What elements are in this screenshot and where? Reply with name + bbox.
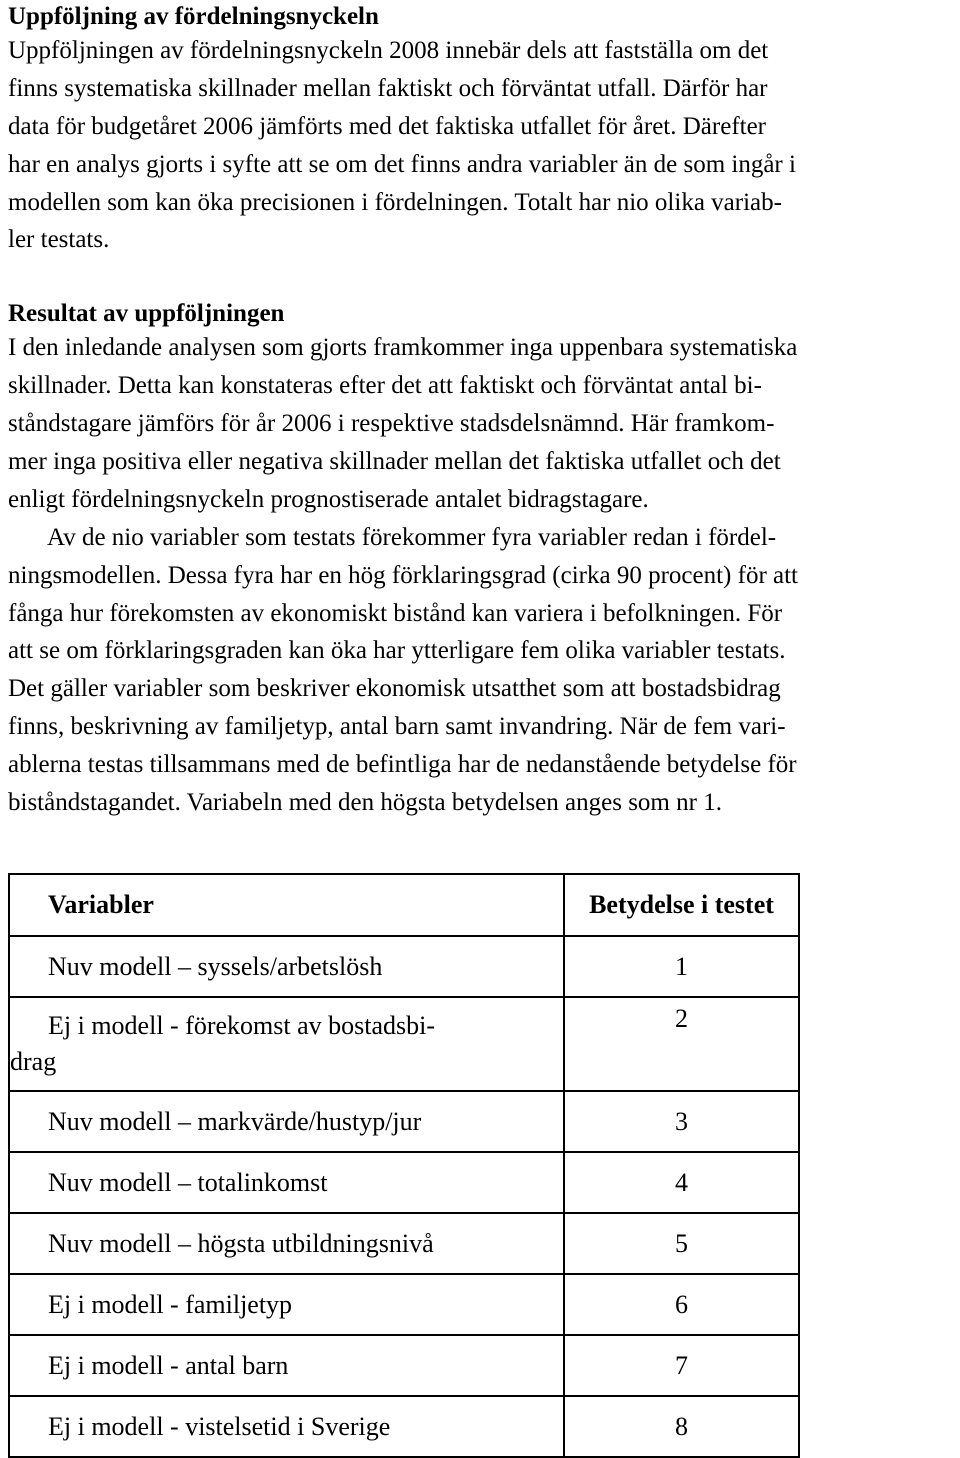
text-line: finns systematiska skillnader mellan faktiskt och förväntat utfall. Därför har <box>8 74 768 102</box>
rank-cell: 3 <box>564 1091 799 1152</box>
text-line: Uppföljningen av fördelningsnyckeln 2008 innebär dels att fastställa om det <box>8 37 769 64</box>
header-variabler: Variabler <box>9 874 564 936</box>
table-row <box>9 1213 799 1274</box>
rank-cell: 8 <box>564 1396 799 1457</box>
variable-text-line: Ej i modell - förekomst av bostadsbi- <box>48 1011 436 1040</box>
text-line: finns, beskrivning av familjetyp, antal barn samt invandring. När de fem vari- <box>8 713 786 741</box>
variable-cell: Ej i modell - vistelsetid i Sverige <box>9 1396 564 1457</box>
text-line: Av de nio variabler som testats förekommer fyra variabler redan i fördel- <box>47 523 777 551</box>
rank-cell: 7 <box>564 1335 799 1396</box>
table-row <box>9 936 799 997</box>
text-line: Det gäller variabler som beskriver ekonomisk utsatthet som att bostadsbidrag <box>8 675 781 703</box>
table-row <box>9 1152 799 1213</box>
text-line: data för budgetåret 2006 jämförts med det faktiska utfallet för året. Därefter <box>8 112 767 140</box>
rank-cell: 4 <box>564 1152 799 1213</box>
section-heading-uppfoljning: Uppföljning av fördelningsnyckeln <box>8 3 379 30</box>
text-line: skillnader. Detta kan konstateras efter det att faktiskt och förväntat antal bi- <box>8 372 762 400</box>
rank-cell: 6 <box>564 1274 799 1335</box>
text-line: ståndstagare jämförs för år 2006 i respektive stadsdelsnämnd. Här framkom- <box>8 410 775 438</box>
text-line: enligt fördelningsnyckeln prognostiserade antalet bidragstagare. <box>8 485 649 513</box>
table-row <box>9 997 799 1091</box>
paragraph-resultat <box>8 329 956 822</box>
variable-cell: Nuv modell – högsta utbildningsnivå <box>9 1213 564 1274</box>
variable-cell: Nuv modell – markvärde/hustyp/jur <box>9 1091 564 1152</box>
rank-cell: 1 <box>564 936 799 997</box>
rank-cell: 2 <box>564 997 799 1091</box>
table-row <box>9 1335 799 1396</box>
rank-cell: 5 <box>564 1213 799 1274</box>
section-heading-resultat: Resultat av uppföljningen <box>8 300 285 328</box>
table-row <box>9 1091 799 1152</box>
text-line: att se om förklaringsgraden kan öka har ytterligare fem olika variabler testats. <box>8 637 786 665</box>
text-line: ablerna testas tillsammans med de befintliga har de nedanstående betydelse för <box>8 751 797 779</box>
variable-cell <box>9 997 564 1091</box>
text-line: ler testats. <box>8 226 110 254</box>
variable-text-line: drag <box>10 1047 57 1076</box>
variable-cell: Nuv modell – syssels/arbetslösh <box>9 936 564 997</box>
text-line: har en analys gjorts i syfte att se om det finns andra variabler än de som ingår i <box>8 150 796 178</box>
header-betydelse: Betydelse i testet <box>564 874 799 936</box>
variable-cell: Ej i modell - familjetyp <box>9 1274 564 1335</box>
variable-cell: Ej i modell - antal barn <box>9 1335 564 1396</box>
table-header-row <box>9 874 799 936</box>
text-line: I den inledande analysen som gjorts framkommer inga uppenbara systematiska <box>8 334 798 362</box>
text-line: fånga hur förekomsten av ekonomiskt bistånd kan variera i befolkningen. För <box>8 599 783 627</box>
variables-table <box>8 873 800 1458</box>
variable-cell: Nuv modell – totalinkomst <box>9 1152 564 1213</box>
text-line: ningsmodellen. Dessa fyra har en hög förklaringsgrad (cirka 90 procent) för att <box>8 561 799 589</box>
table-row <box>9 1274 799 1335</box>
text-line: modellen som kan öka precisionen i fördelningen. Totalt har nio olika variab- <box>8 188 782 216</box>
paragraph-uppfoljning <box>8 32 956 259</box>
document-page <box>8 0 956 822</box>
text-line: biståndstagandet. Variabeln med den högsta betydelsen anges som nr 1. <box>8 789 722 817</box>
text-line: mer inga positiva eller negativa skillnader mellan det faktiska utfallet och det <box>8 448 781 476</box>
